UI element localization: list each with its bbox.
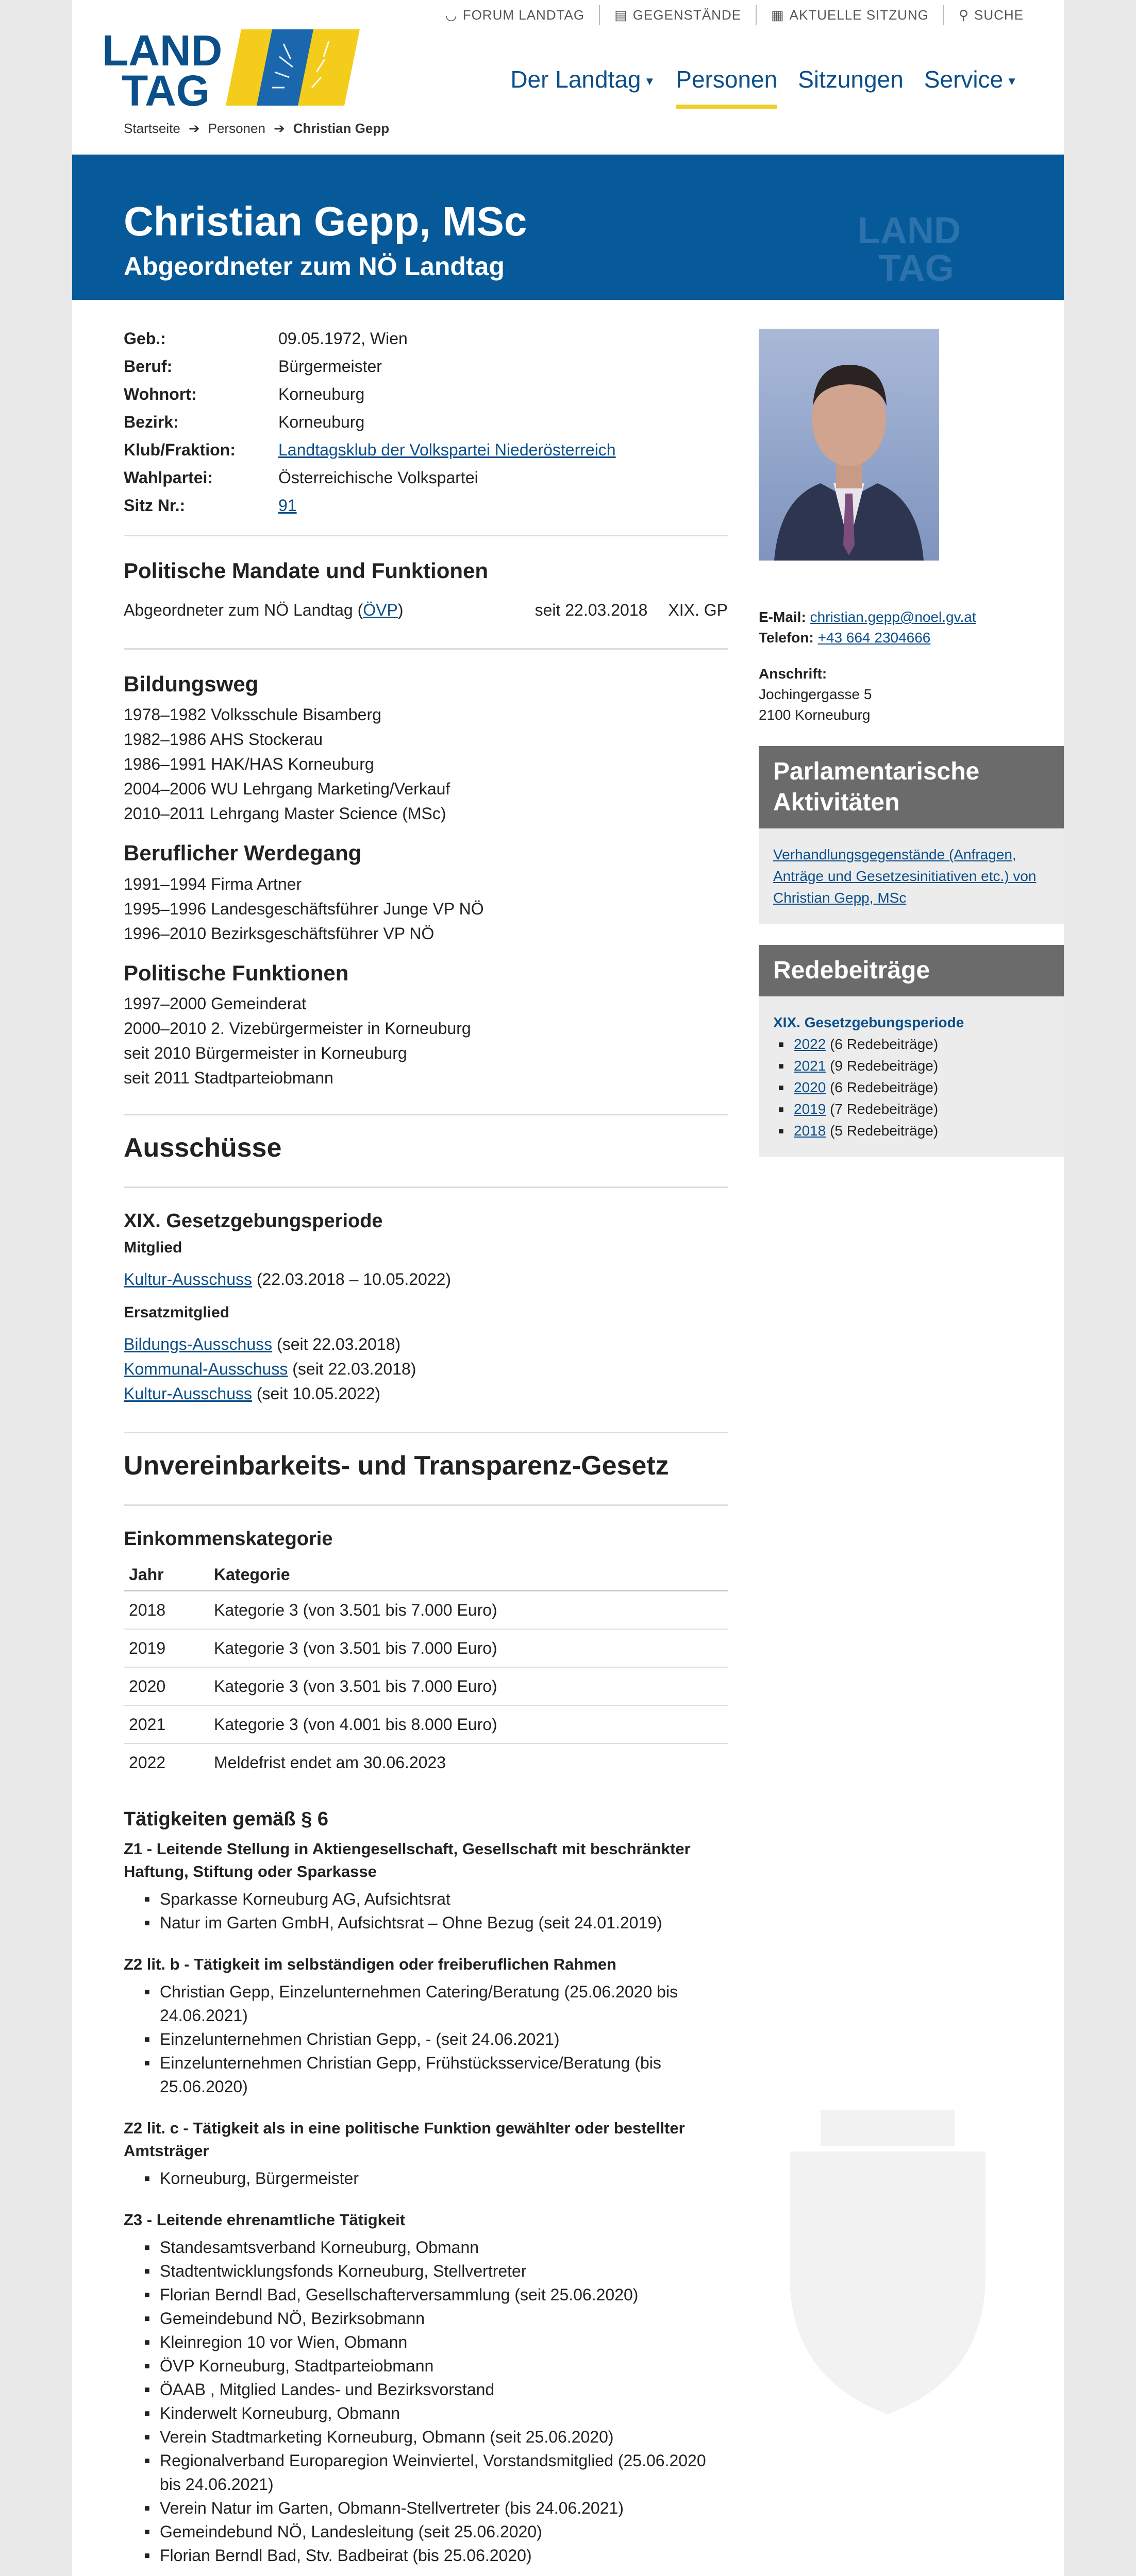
list-item: ■ 2021 (9 Redebeiträge) [778, 1055, 1049, 1077]
table-row: 2021 Kategorie 3 (von 4.001 bis 8.000 Euro) [124, 1705, 728, 1743]
committee-item: Bildungs-Ausschuss (seit 22.03.2018) [124, 1335, 401, 1354]
list-item: ■ ÖAAB , Mitglied Landes- und Bezirksvorstand [144, 2378, 728, 2401]
list-item: 1982–1986 AHS Stockerau [124, 730, 323, 749]
logo-line1: LAND [102, 28, 223, 75]
z2c-list [144, 2166, 728, 2190]
speeches-list [778, 1033, 1049, 1142]
werdegang-list [124, 872, 728, 946]
committee-link[interactable]: Bildungs-Ausschuss [124, 1335, 273, 1354]
mandate-heading: Politische Mandate und Funktionen [124, 558, 489, 583]
committee-link[interactable]: Kultur-Ausschuss [124, 1270, 252, 1289]
profile-row-district: Bezirk: Korneuburg [124, 413, 365, 431]
col-jahr: Jahr [124, 1559, 209, 1591]
divider [124, 1432, 728, 1433]
z2b-list [144, 1980, 728, 2098]
logo-watermark [858, 211, 1012, 289]
list-item: ■ 2022 (6 Redebeiträge) [778, 1033, 1049, 1055]
list-item: ■ ÖVP Korneuburg, Stadtparteiobmann [144, 2354, 728, 2378]
list-item: ■ 2019 (7 Redebeiträge) [778, 1098, 1049, 1120]
utility-forum-link[interactable]: ◡ FORUM LANDTAG [431, 5, 599, 25]
list-item: ■ Einzelunternehmen Christian Gepp, Frühstücksservice/Beratung (bis 25.06.2020) [144, 2051, 728, 2098]
list-item: ■ Natur im Garten GmbH, Aufsichtsrat – Ohne Bezug (seit 24.01.2019) [144, 1911, 728, 1935]
list-item: ■ Standesamtsverband Korneuburg, Obmann [144, 2235, 728, 2259]
portrait-photo [759, 329, 939, 561]
committee-link[interactable]: Kultur-Ausschuss [124, 1384, 252, 1403]
breadcrumb-personen[interactable]: Personen [208, 121, 265, 136]
ausschuesse-period: XIX. Gesetzgebungsperiode [124, 1210, 383, 1232]
z3-heading: Z3 - Leitende ehrenamtliche Tätigkeit [124, 2210, 406, 2229]
list-item: seit 2010 Bürgermeister in Korneuburg [124, 1044, 407, 1063]
nav-service[interactable]: Service ▼ [924, 66, 1017, 93]
speeches-box [759, 945, 1064, 1157]
divider [124, 1187, 728, 1188]
svg-text:LAND: LAND [858, 211, 961, 251]
email-link[interactable]: christian.gepp@noel.gv.at [810, 609, 976, 625]
list-item: ■ 2018 (5 Redebeiträge) [778, 1120, 1049, 1142]
profile-row-club: Klub/Fraktion: Landtagsklub der Volkspartei Niederösterreich [124, 436, 728, 464]
speeches-year-link[interactable]: 2020 [794, 1079, 826, 1095]
einkommen-heading: Einkommenskategorie [124, 1528, 333, 1550]
speeches-year-link[interactable]: 2019 [794, 1101, 826, 1117]
bildungsweg-list [124, 702, 728, 826]
parl-activities-box [759, 746, 1064, 924]
list-item: ■ Verein Natur im Garten, Obmann-Stellvertreter (bis 24.06.2021) [144, 2496, 728, 2520]
profile-row-residence: Wohnort: Korneuburg [124, 385, 365, 403]
page-title: Christian Gepp, MSc [124, 198, 527, 244]
list-item: ■ Verein Stadtmarketing Korneuburg, Obmann (seit 25.06.2020) [144, 2425, 728, 2449]
list-item: ■ Kinderwelt Korneuburg, Obmann [144, 2401, 728, 2425]
z1-heading: Z1 - Leitende Stellung in Aktiengesellschaft, Gesellschaft mit beschränkter Haftung, Stiftung oder Sparkasse [124, 1839, 691, 1880]
list-item: 2000–2010 2. Vizebürgermeister in Korneuburg [124, 1019, 471, 1038]
profile-row-seat: Sitz Nr.: 91 [124, 492, 728, 519]
utility-search-link[interactable]: ⚲ SUCHE [943, 5, 1038, 25]
list-item: ■ Sparkasse Korneuburg AG, Aufsichtsrat [144, 1887, 728, 1911]
parl-activities-link[interactable]: Verhandlungsgegenstände (Anfragen, Anträge und Gesetzesinitiativen etc.) von Christian Gepp, MSc [773, 846, 1037, 906]
sidebar [759, 309, 1064, 2426]
list-item: 2004–2006 WU Lehrgang Marketing/Verkauf [124, 779, 450, 799]
list-item: ■ Regionalverband Europaregion Weinviertel, Vorstandsmitglied (25.06.2020 bis 24.06.2021) [144, 2449, 728, 2496]
z1-list [144, 1887, 728, 1935]
list-item: ■ Gemeindebund NÖ, Landesleitung (seit 25.06.2020) [144, 2520, 728, 2544]
committee-item: Kultur-Ausschuss (22.03.2018 – 10.05.2022) [124, 1270, 452, 1289]
z2c-heading: Z2 lit. c - Tätigkeit als in eine politische Funktion gewählter oder bestellter Amtsträger [124, 2119, 685, 2160]
list-item: ■ Christian Gepp, Einzelunternehmen Catering/Beratung (25.06.2020 bis 24.06.2021) [144, 1980, 728, 2027]
caret-down-icon: ▼ [1006, 75, 1017, 88]
party-link[interactable]: ÖVP [363, 600, 398, 619]
list-item: 1996–2010 Bezirksgeschäftsführer VP NÖ [124, 924, 435, 943]
arrow-right-icon: ➔ [188, 121, 200, 136]
einkommen-table [124, 1559, 728, 1781]
ausschuesse-heading: Ausschüsse [124, 1133, 282, 1163]
list-item: ■ Florian Berndl Bad, Stv. Badbeirat (bis 25.06.2020) [144, 2544, 728, 2567]
list-item: 1995–1996 Landesgeschäftsführer Junge VP NÖ [124, 899, 484, 918]
seat-link[interactable]: 91 [278, 496, 297, 515]
transparenz-heading: Unvereinbarkeits- und Transparenz-Gesetz [124, 1451, 669, 1481]
utility-sitzung-link[interactable]: ▦ AKTUELLE SITZUNG [756, 5, 943, 25]
logo-line2: TAG [122, 66, 210, 111]
speeches-title: Redebeiträge [759, 945, 1064, 996]
substitute-label: Ersatzmitglied [124, 1304, 230, 1321]
list-item: 1978–1982 Volksschule Bisamberg [124, 705, 381, 724]
list-item: 2010–2011 Lehrgang Master Science (MSc) [124, 804, 446, 823]
taetigkeiten-heading: Tätigkeiten gemäß § 6 [124, 1808, 329, 1831]
divider [124, 648, 728, 650]
table-row: 2020 Kategorie 3 (von 3.501 bis 7.000 Euro) [124, 1667, 728, 1705]
nav-personen[interactable]: Personen [676, 62, 777, 109]
phone-link[interactable]: +43 664 2304666 [817, 630, 931, 646]
bildungsweg-heading: Bildungsweg [124, 671, 259, 696]
utility-gegenstaende-link[interactable]: ▤ GEGENSTÄNDE [599, 5, 756, 25]
divider [124, 1504, 728, 1506]
committee-link[interactable]: Kommunal-Ausschuss [124, 1360, 288, 1379]
utility-nav [431, 5, 1038, 25]
caret-down-icon: ▼ [644, 75, 656, 88]
main-content [124, 309, 728, 2567]
parl-activities-title: Parlamentarische Aktivitäten [759, 746, 1064, 828]
funktionen-heading: Politische Funktionen [124, 960, 349, 985]
list-item: 1997–2000 Gemeinderat [124, 994, 307, 1013]
committee-item: Kommunal-Ausschuss (seit 22.03.2018) [124, 1360, 416, 1379]
club-link[interactable]: Landtagsklub der Volkspartei Niederösterreich [278, 440, 616, 459]
coat-of-arms-watermark [759, 2110, 1016, 2419]
breadcrumb-home[interactable]: Startseite [124, 121, 180, 136]
speeches-year-link[interactable]: 2021 [794, 1058, 826, 1074]
hero-banner [72, 155, 1064, 300]
divider [124, 535, 728, 536]
search-icon: ⚲ [958, 7, 969, 23]
profile-row-party: Wahlpartei: Österreichische Volkspartei [124, 468, 478, 487]
profile-row-job: Beruf: Bürgermeister [124, 357, 382, 376]
list-item: ■ Korneuburg, Bürgermeister [144, 2166, 728, 2190]
list-item: 1991–1994 Firma Artner [124, 874, 302, 893]
profile-info [124, 325, 728, 519]
list-item: seit 2011 Stadtparteiobmann [124, 1069, 333, 1088]
landtag-logo[interactable] [102, 28, 360, 111]
table-row: 2018 Kategorie 3 (von 3.501 bis 7.000 Euro) [124, 1591, 728, 1630]
calendar-icon: ▦ [771, 7, 784, 23]
member-label: Mitglied [124, 1239, 182, 1257]
nav-sitzungen[interactable]: Sitzungen [798, 66, 904, 93]
table-row: 2022 Meldefrist endet am 30.06.2023 [129, 1753, 446, 1772]
list-item: ■ Kleinregion 10 vor Wien, Obmann [144, 2330, 728, 2354]
col-kategorie: Kategorie [209, 1559, 728, 1591]
speeches-year-link[interactable]: 2022 [794, 1036, 826, 1052]
document-icon: ▤ [614, 7, 628, 23]
speeches-year-link[interactable]: 2018 [794, 1123, 826, 1139]
list-item: ■ 2020 (6 Redebeiträge) [778, 1077, 1049, 1098]
list-item: ■ Florian Berndl Bad, Gesellschafterversammlung (seit 25.06.2020) [144, 2283, 728, 2307]
breadcrumb [124, 118, 389, 139]
committee-item: Kultur-Ausschuss (seit 10.05.2022) [124, 1384, 381, 1403]
z2b-heading: Z2 lit. b - Tätigkeit im selbständigen oder freiberuflichen Rahmen [124, 1955, 616, 1973]
forum-icon: ◡ [445, 7, 458, 23]
funktionen-list [124, 991, 728, 1090]
list-item: 1986–1991 HAK/HAS Korneuburg [124, 755, 374, 774]
contact-info: E-Mail: christian.gepp@noel.gv.at Telefon: +43 664 2304666 Anschrift: Jochingergasse 5 2100 Korneuburg [759, 609, 976, 723]
list-item: ■ Gemeindebund NÖ, Bezirksobmann [144, 2307, 728, 2330]
z3-list [144, 2235, 728, 2567]
list-item: ■ Stadtentwicklungsfonds Korneuburg, Stellvertreter [144, 2259, 728, 2283]
page [72, 0, 1064, 2576]
page-subtitle: Abgeordneter zum NÖ Landtag [124, 252, 505, 281]
divider [124, 1114, 728, 1115]
list-item: ■ Einzelunternehmen Christian Gepp, - (seit 24.06.2021) [144, 2027, 728, 2051]
nav-der-landtag[interactable]: Der Landtag ▼ [510, 66, 656, 93]
svg-text:TAG: TAG [878, 248, 954, 289]
main-nav [510, 62, 1017, 109]
arrow-right-icon: ➔ [273, 121, 285, 136]
speeches-period: XIX. Gesetzgebungsperiode [773, 1014, 964, 1030]
table-row: 2019 Kategorie 3 (von 3.501 bis 7.000 Euro) [124, 1629, 728, 1667]
breadcrumb-current: Christian Gepp [293, 121, 390, 136]
werdegang-heading: Beruflicher Werdegang [124, 841, 362, 866]
profile-row-birth: Geb.: 09.05.1972, Wien [124, 329, 408, 348]
mandate-row: Abgeordneter zum NÖ Landtag (ÖVP) seit 22.03.2018 XIX. GP [124, 600, 728, 619]
